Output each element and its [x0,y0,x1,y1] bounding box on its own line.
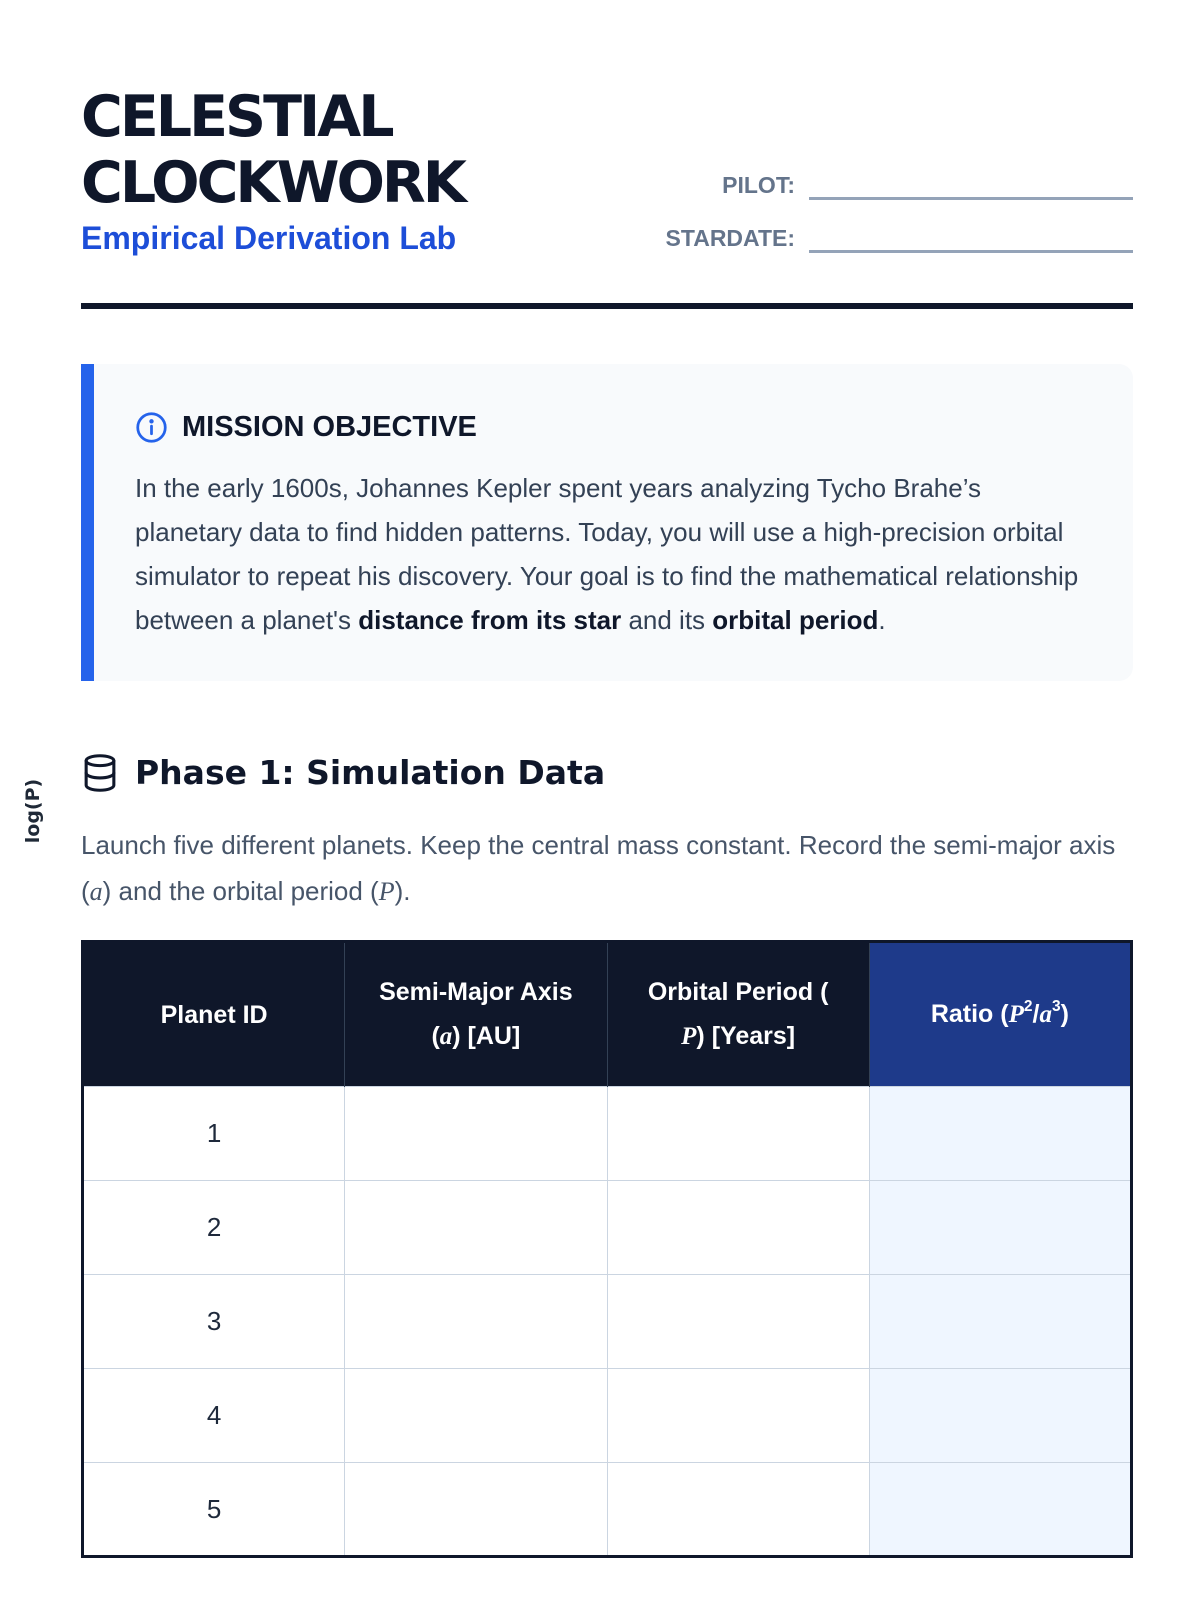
ratio-header-p-exp: 2 [1023,998,1033,1016]
ratio-header-a-exp: 3 [1051,998,1061,1016]
period-cell[interactable] [607,1463,869,1557]
mission-text [135,466,1090,642]
ratio-header-p: P [1008,1001,1024,1028]
period-cell[interactable] [607,1181,869,1275]
ratio-cell[interactable] [869,1369,1131,1463]
pilot-label: PILOT: [722,172,795,198]
database-icon [81,753,119,793]
header-semi-major-axis: Semi-Major Axis (a) [AU] [345,942,607,1087]
table-row [83,1181,1132,1275]
phase1-desc-part2: ) and the orbital period ( [102,876,379,906]
period-header-unit: [Years] [711,1022,796,1050]
period-header-label: Orbital Period ( [647,978,829,1006]
side-axis-label: log(P) [22,778,44,844]
info-icon [135,411,168,444]
ratio-cell[interactable] [869,1087,1131,1181]
simulation-data-table [81,940,1133,1558]
planet-id-cell: 3 [83,1275,345,1369]
ratio-cell[interactable] [869,1181,1131,1275]
planet-id-cell: 5 [83,1463,345,1557]
ratio-cell[interactable] [869,1463,1131,1557]
period-cell[interactable] [607,1087,869,1181]
mission-text-mid: and its [621,605,713,635]
mission-text-end: . [878,605,886,635]
axis-cell[interactable] [345,1181,607,1275]
header-divider [81,303,1133,309]
planet-id-cell: 4 [83,1369,345,1463]
table-row [83,1369,1132,1463]
phase1-title: Phase 1: Simulation Data [135,753,606,792]
table-header-row [83,942,1132,1087]
header-ratio: Ratio $(P^2/a^3)$ [869,942,1131,1087]
var-p: P [378,877,395,906]
mission-text-distance: distance from its star [358,605,622,635]
axis-header-label: Semi-Major Axis [379,978,573,1006]
table-row [83,1087,1132,1181]
period-cell[interactable] [607,1275,869,1369]
phase1-header [81,752,605,794]
period-header-var: P [681,1023,697,1050]
table-row [83,1463,1132,1557]
phase1-desc-part1: Launch five different planets. Keep the central mass constant. Record the semi-major axis ( [81,830,1116,906]
table-row [83,1275,1132,1369]
header-planet-id: Planet ID [83,942,345,1087]
header-orbital-period: Orbital Period ( P) [Years] [607,942,869,1087]
pilot-field [722,170,1133,200]
page-title [81,84,464,216]
axis-cell[interactable] [345,1087,607,1181]
mission-text-intro: In the early 1600s, Johannes Kepler spent years analyzing Tycho Brahe’s planetary data to find hidden patterns. Today, you will use a high-precision orbital simulator to repeat his discovery. Your goal is to find the mathematical relationship between a planet's [135,473,1079,635]
mission-header [135,410,477,444]
ratio-header-label: Ratio [930,1000,994,1028]
planet-id-cell: 2 [83,1181,345,1275]
axis-cell[interactable] [345,1369,607,1463]
phase1-desc-part3: ). [394,876,411,906]
mission-objective-box [81,364,1133,681]
period-cell[interactable] [607,1369,869,1463]
stardate-label: STARDATE: [665,225,795,251]
var-a: a [89,877,103,906]
axis-header-var: a [439,1023,453,1050]
axis-header-unit: [AU] [467,1022,521,1050]
title-line-1: CELESTIAL [81,84,392,150]
ratio-cell[interactable] [869,1275,1131,1369]
worksheet-page [81,0,1133,1600]
mission-text-period: orbital period [712,605,879,635]
axis-cell[interactable] [345,1463,607,1557]
page-subtitle: Empirical Derivation Lab [81,220,457,256]
phase1-description [81,822,1133,915]
axis-cell[interactable] [345,1275,607,1369]
pilot-input-line[interactable] [809,197,1133,200]
ratio-header-a: a [1039,1001,1052,1028]
mission-title: MISSION OBJECTIVE [182,411,477,443]
title-line-2: CLOCKWORK [81,150,464,216]
planet-id-cell: 1 [83,1087,345,1181]
stardate-field [666,223,1133,253]
stardate-input-line[interactable] [809,250,1133,253]
